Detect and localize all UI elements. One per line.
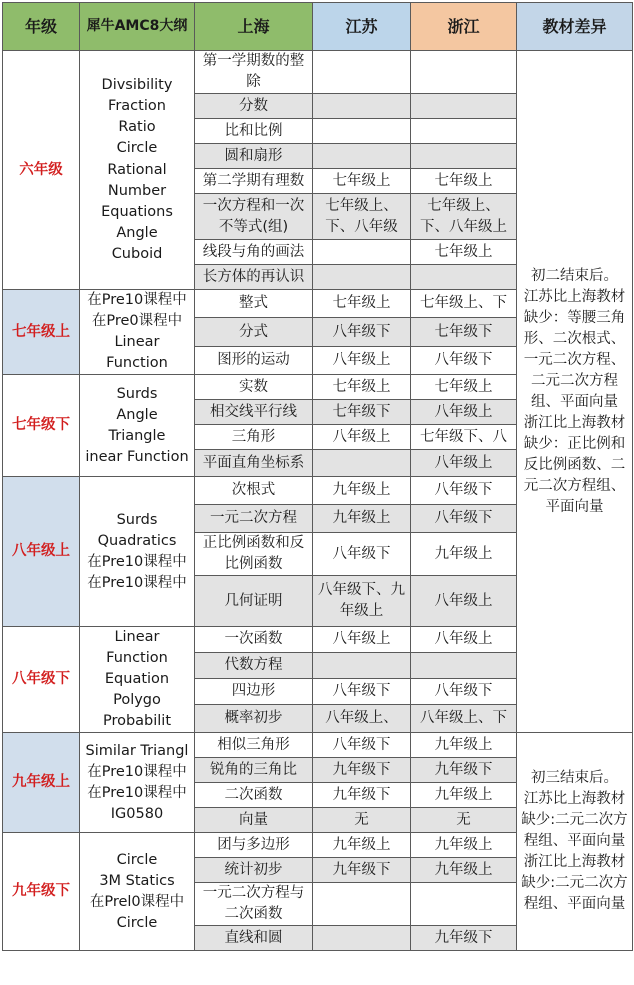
zhejiang-grade-cell: 八年级上 bbox=[411, 450, 517, 477]
zhejiang-grade-cell: 九年级下 bbox=[411, 926, 517, 951]
jiangsu-grade-cell: 七年级上、下、八年级 bbox=[313, 194, 411, 240]
grade-cell: 九年级上 bbox=[3, 733, 80, 833]
jiangsu-grade-cell: 八年级上、 bbox=[313, 705, 411, 733]
table-row bbox=[3, 51, 633, 94]
shanghai-topic-cell: 三角形 bbox=[195, 425, 313, 450]
shanghai-topic-cell: 相交线平行线 bbox=[195, 400, 313, 425]
jiangsu-grade-cell: 八年级下 bbox=[313, 679, 411, 705]
zhejiang-grade-cell: 九年级上 bbox=[411, 733, 517, 758]
shanghai-topic-cell: 相似三角形 bbox=[195, 733, 313, 758]
shanghai-topic-cell: 一元二次方程与二次函数 bbox=[195, 883, 313, 926]
jiangsu-grade-cell: 八年级下 bbox=[313, 318, 411, 346]
shanghai-topic-cell: 第二学期有理数 bbox=[195, 169, 313, 194]
jiangsu-grade-cell bbox=[313, 51, 411, 94]
jiangsu-grade-cell bbox=[313, 883, 411, 926]
grade-cell: 七年级上 bbox=[3, 290, 80, 375]
zhejiang-grade-cell: 八年级下 bbox=[411, 477, 517, 505]
zhejiang-grade-cell: 七年级上 bbox=[411, 240, 517, 265]
zhejiang-grade-cell: 八年级下 bbox=[411, 679, 517, 705]
zhejiang-grade-cell bbox=[411, 144, 517, 169]
jiangsu-grade-cell: 八年级下、九年级上 bbox=[313, 576, 411, 627]
amc-syllabus-cell: 在Pre10课程中 在Pre0课程中 Linear Function bbox=[80, 290, 195, 375]
shanghai-topic-cell: 线段与角的画法 bbox=[195, 240, 313, 265]
jiangsu-grade-cell bbox=[313, 119, 411, 144]
shanghai-topic-cell: 比和比例 bbox=[195, 119, 313, 144]
grade-cell: 八年级下 bbox=[3, 627, 80, 733]
amc-syllabus-cell: Surds Quadratics 在Pre10课程中 在Pre10课程中 bbox=[80, 477, 195, 627]
jiangsu-grade-cell bbox=[313, 144, 411, 169]
shanghai-topic-cell: 圆和扇形 bbox=[195, 144, 313, 169]
grade-cell: 九年级下 bbox=[3, 833, 80, 951]
zhejiang-grade-cell: 九年级上 bbox=[411, 833, 517, 858]
jiangsu-grade-cell bbox=[313, 240, 411, 265]
jiangsu-grade-cell: 九年级下 bbox=[313, 858, 411, 883]
jiangsu-grade-cell bbox=[313, 653, 411, 679]
zhejiang-grade-cell: 九年级上 bbox=[411, 533, 517, 576]
shanghai-topic-cell: 整式 bbox=[195, 290, 313, 318]
zhejiang-grade-cell: 七年级上、下、八年级上 bbox=[411, 194, 517, 240]
zhejiang-grade-cell bbox=[411, 883, 517, 926]
shanghai-topic-cell: 直线和圆 bbox=[195, 926, 313, 951]
zhejiang-grade-cell: 九年级上 bbox=[411, 858, 517, 883]
shanghai-topic-cell: 一次函数 bbox=[195, 627, 313, 653]
header-row bbox=[3, 3, 633, 51]
shanghai-topic-cell: 向量 bbox=[195, 808, 313, 833]
jiangsu-grade-cell: 无 bbox=[313, 808, 411, 833]
shanghai-topic-cell: 长方体的再认识 bbox=[195, 265, 313, 290]
shanghai-topic-cell: 几何证明 bbox=[195, 576, 313, 627]
zhejiang-grade-cell: 无 bbox=[411, 808, 517, 833]
grade-cell: 七年级下 bbox=[3, 375, 80, 477]
shanghai-topic-cell: 团与多边形 bbox=[195, 833, 313, 858]
grade-cell: 八年级上 bbox=[3, 477, 80, 627]
zhejiang-grade-cell bbox=[411, 94, 517, 119]
zhejiang-grade-cell bbox=[411, 265, 517, 290]
jiangsu-grade-cell: 九年级上 bbox=[313, 833, 411, 858]
curriculum-table bbox=[2, 2, 633, 951]
shanghai-topic-cell: 概率初步 bbox=[195, 705, 313, 733]
zhejiang-grade-cell bbox=[411, 119, 517, 144]
jiangsu-grade-cell: 八年级下 bbox=[313, 533, 411, 576]
table-row bbox=[3, 733, 633, 758]
jiangsu-grade-cell: 七年级下 bbox=[313, 400, 411, 425]
zhejiang-grade-cell: 八年级上 bbox=[411, 576, 517, 627]
header-grade: 年级 bbox=[3, 3, 80, 51]
header-jiangsu: 江苏 bbox=[313, 3, 411, 51]
zhejiang-grade-cell: 八年级下 bbox=[411, 505, 517, 533]
shanghai-topic-cell: 次根式 bbox=[195, 477, 313, 505]
shanghai-topic-cell: 实数 bbox=[195, 375, 313, 400]
shanghai-topic-cell: 平面直角坐标系 bbox=[195, 450, 313, 477]
zhejiang-grade-cell: 七年级上 bbox=[411, 169, 517, 194]
jiangsu-grade-cell: 八年级下 bbox=[313, 733, 411, 758]
shanghai-topic-cell: 图形的运动 bbox=[195, 346, 313, 374]
jiangsu-grade-cell: 七年级上 bbox=[313, 290, 411, 318]
jiangsu-grade-cell bbox=[313, 265, 411, 290]
zhejiang-grade-cell bbox=[411, 653, 517, 679]
jiangsu-grade-cell: 九年级下 bbox=[313, 758, 411, 783]
zhejiang-grade-cell: 七年级下 bbox=[411, 318, 517, 346]
jiangsu-grade-cell: 八年级上 bbox=[313, 425, 411, 450]
zhejiang-grade-cell: 九年级下 bbox=[411, 758, 517, 783]
shanghai-topic-cell: 分式 bbox=[195, 318, 313, 346]
zhejiang-grade-cell: 八年级上、下 bbox=[411, 705, 517, 733]
amc-syllabus-cell: Divsibility Fraction Ratio Circle Rational Number Equations Angle Cuboid bbox=[80, 51, 195, 290]
jiangsu-grade-cell bbox=[313, 94, 411, 119]
difference-note-cell: 初三结束后。 江苏比上海教材缺少:二元二次方程组、平面向量 浙江比上海教材缺少:二元二次方程组、平面向量 bbox=[517, 733, 633, 951]
shanghai-topic-cell: 代数方程 bbox=[195, 653, 313, 679]
amc-syllabus-cell: Circle 3M Statics 在Prel0课程中 Circle bbox=[80, 833, 195, 951]
zhejiang-grade-cell bbox=[411, 51, 517, 94]
shanghai-topic-cell: 正比例函数和反比例函数 bbox=[195, 533, 313, 576]
shanghai-topic-cell: 第一学期数的整除 bbox=[195, 51, 313, 94]
shanghai-topic-cell: 二次函数 bbox=[195, 783, 313, 808]
shanghai-topic-cell: 一元二次方程 bbox=[195, 505, 313, 533]
amc-syllabus-cell: Linear Function Equation Polygo Probabilit bbox=[80, 627, 195, 733]
header-shanghai: 上海 bbox=[195, 3, 313, 51]
shanghai-topic-cell: 锐角的三角比 bbox=[195, 758, 313, 783]
jiangsu-grade-cell bbox=[313, 450, 411, 477]
header-zhejiang: 浙江 bbox=[411, 3, 517, 51]
zhejiang-grade-cell: 七年级上、下 bbox=[411, 290, 517, 318]
jiangsu-grade-cell bbox=[313, 926, 411, 951]
shanghai-topic-cell: 统计初步 bbox=[195, 858, 313, 883]
jiangsu-grade-cell: 九年级上 bbox=[313, 477, 411, 505]
header-difference: 教材差异 bbox=[517, 3, 633, 51]
amc-syllabus-cell: Similar Triangl 在Pre10课程中 在Pre10课程中 IG0580 bbox=[80, 733, 195, 833]
zhejiang-grade-cell: 七年级上 bbox=[411, 375, 517, 400]
zhejiang-grade-cell: 九年级上 bbox=[411, 783, 517, 808]
difference-note-cell: 初二结束后。 江苏比上海教材缺少：等腰三角形、二次根式、一元二次方程、二元二次方程组、平面向量 浙江比上海教材缺少：正比例和反比例函数、二元二次方程组、平面向量 bbox=[517, 51, 633, 733]
jiangsu-grade-cell: 八年级上 bbox=[313, 627, 411, 653]
jiangsu-grade-cell: 七年级上 bbox=[313, 169, 411, 194]
jiangsu-grade-cell: 八年级上 bbox=[313, 346, 411, 374]
jiangsu-grade-cell: 七年级上 bbox=[313, 375, 411, 400]
header-amc: 犀牛AMC8大纲 bbox=[80, 3, 195, 51]
grade-cell: 六年级 bbox=[3, 51, 80, 290]
zhejiang-grade-cell: 八年级上 bbox=[411, 400, 517, 425]
shanghai-topic-cell: 四边形 bbox=[195, 679, 313, 705]
zhejiang-grade-cell: 七年级下、八 bbox=[411, 425, 517, 450]
jiangsu-grade-cell: 九年级下 bbox=[313, 783, 411, 808]
zhejiang-grade-cell: 八年级下 bbox=[411, 346, 517, 374]
amc-syllabus-cell: Surds Angle Triangle inear Function bbox=[80, 375, 195, 477]
zhejiang-grade-cell: 八年级上 bbox=[411, 627, 517, 653]
jiangsu-grade-cell: 九年级上 bbox=[313, 505, 411, 533]
shanghai-topic-cell: 一次方程和一次不等式(组) bbox=[195, 194, 313, 240]
shanghai-topic-cell: 分数 bbox=[195, 94, 313, 119]
